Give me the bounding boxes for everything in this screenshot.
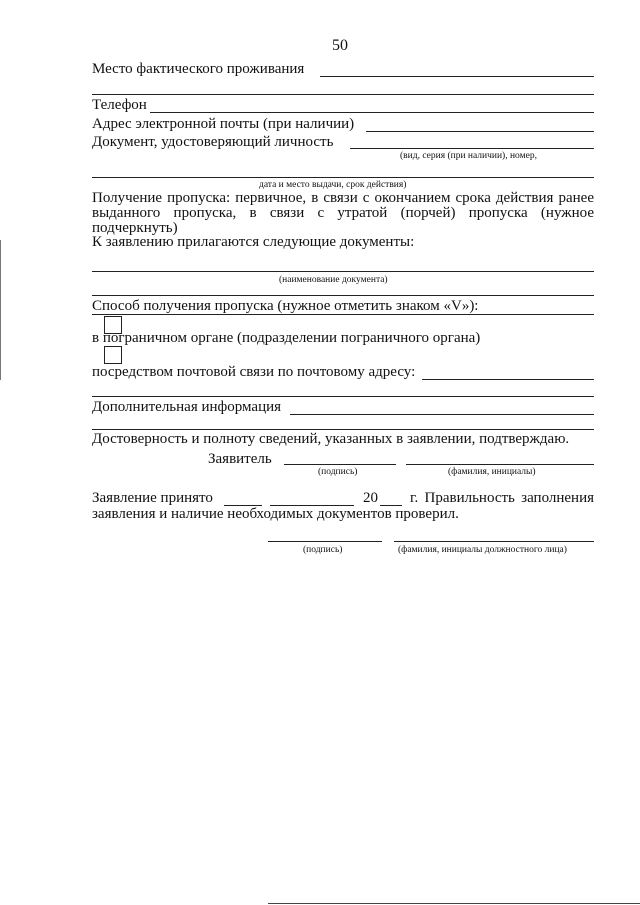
id-document-field-line2[interactable] — [92, 177, 594, 178]
attachments-field-line2[interactable] — [92, 295, 594, 296]
confirmation-text: Достоверность и полноту сведений, указанных в заявлении, подтверждаю. — [92, 431, 570, 447]
scan-edge-bottom — [268, 903, 640, 904]
additional-info-field-line2[interactable] — [92, 429, 594, 430]
id-document-label: Документ, удостоверяющий личность — [92, 134, 334, 150]
id-document-field[interactable] — [350, 148, 594, 149]
id-document-hint: (вид, серия (при наличии), номер, — [400, 151, 537, 161]
accepted-line2: заявления и наличие необходимых документов проверил. — [92, 506, 459, 522]
official-signature-field[interactable] — [268, 541, 382, 542]
applicant-label: Заявитель — [208, 451, 272, 467]
option-post: посредством почтовой связи по почтовому адресу: — [92, 364, 416, 380]
applicant-signature-field[interactable] — [284, 464, 396, 465]
option-border-office: в пограничном органе (подразделении пограничного органа) — [92, 330, 481, 346]
attachments-label: К заявлению прилагаются следующие документы: — [92, 234, 415, 250]
official-signature-hint: (подпись) — [303, 545, 343, 555]
additional-info-label: Дополнительная информация — [92, 399, 282, 415]
page-number: 50 — [332, 37, 348, 54]
additional-info-field[interactable] — [290, 414, 594, 415]
phone-field[interactable] — [150, 112, 594, 113]
attachments-hint: (наименование документа) — [279, 275, 388, 285]
postal-address-field-line2[interactable] — [92, 396, 594, 397]
residence-field-line2[interactable] — [92, 94, 594, 95]
applicant-name-hint: (фамилия, инициалы) — [448, 467, 536, 477]
postal-address-field[interactable] — [422, 379, 594, 380]
email-label: Адрес электронной почты (при наличии) — [92, 116, 355, 132]
delivery-rule — [92, 314, 594, 315]
delivery-label: Способ получения пропуска (нужное отметить знаком «V»): — [92, 298, 479, 314]
pass-type-line3: подчеркнуть) — [92, 220, 178, 236]
accepted-prefix: Заявление принято — [92, 490, 213, 506]
pass-type-line1: Получение пропуска: первичное, в связи с окончанием срока действия ранее — [92, 190, 594, 206]
accepted-year-prefix: 20 — [363, 490, 378, 506]
attachments-field[interactable] — [92, 271, 594, 272]
checkbox-post[interactable] — [104, 346, 122, 364]
residence-field[interactable] — [320, 76, 594, 77]
pass-type-line2: выданного пропуска, в связи с утратой (порчей) пропуска (нужное — [92, 205, 594, 221]
official-name-field[interactable] — [394, 541, 594, 542]
scan-edge — [0, 240, 1, 380]
email-field[interactable] — [366, 131, 594, 132]
id-document-hint-2: дата и место выдачи, срок действия) — [259, 180, 407, 190]
residence-label: Место фактического проживания — [92, 61, 305, 77]
applicant-signature-hint: (подпись) — [318, 467, 358, 477]
official-name-hint: (фамилия, инициалы должностного лица) — [398, 545, 567, 555]
phone-label: Телефон — [92, 97, 147, 113]
applicant-name-field[interactable] — [406, 464, 594, 465]
accepted-suffix: г. Правильность заполнения — [410, 490, 594, 506]
